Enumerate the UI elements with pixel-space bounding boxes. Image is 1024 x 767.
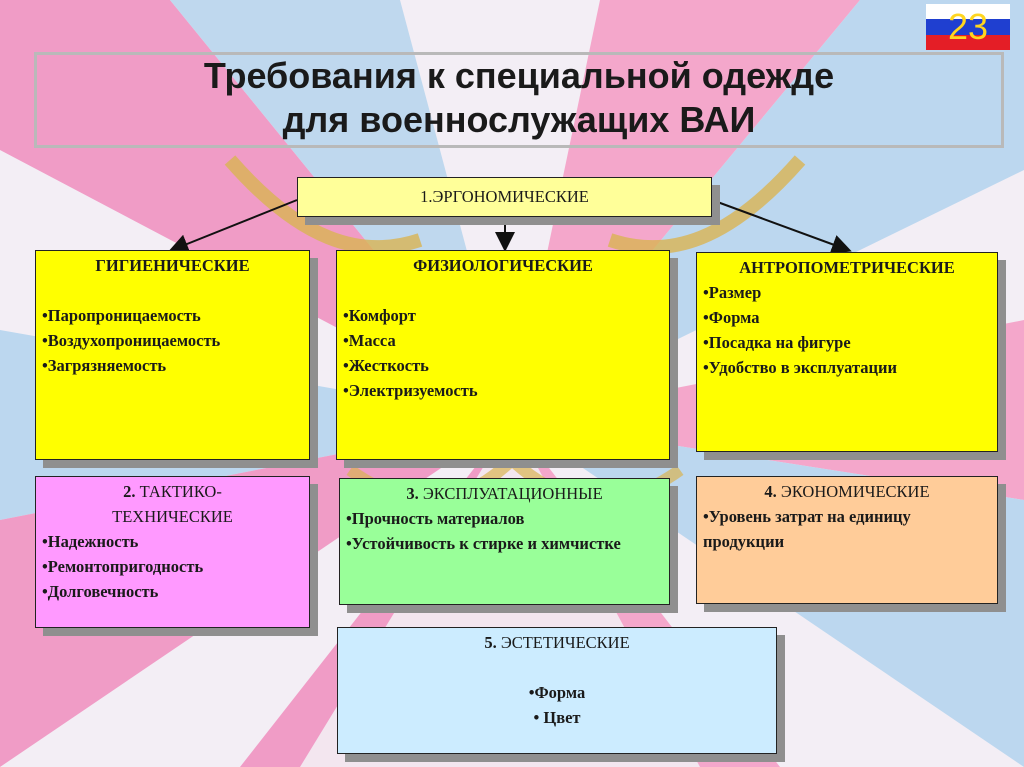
list-item: •Масса (343, 331, 396, 350)
tactical-title-b: ТЕХНИЧЕСКИЕ (112, 507, 233, 526)
list-item: •Удобство в эксплуатации (703, 358, 898, 377)
physiological-box (336, 250, 670, 460)
tactical-list (42, 529, 303, 604)
physiological-title: ФИЗИОЛОГИЧЕСКИЕ (413, 256, 593, 275)
hygienic-list (42, 303, 303, 378)
list-item: •Форма (528, 683, 586, 702)
ergonomic-title: 1.ЭРГОНОМИЧЕСКИЕ (420, 187, 589, 206)
list-item: • Цвет (533, 708, 581, 727)
aesthetic-list (344, 680, 770, 730)
list-item: •Воздухопроницаемость (42, 331, 221, 350)
list-item: •Комфорт (343, 306, 416, 325)
list-item: •Посадка на фигуре (703, 333, 851, 352)
anthropometric-list (703, 280, 991, 380)
economic-title (703, 479, 991, 504)
list-item: •Паропроницаемость (42, 306, 201, 325)
tactical-number: 2. (123, 482, 136, 501)
list-item: •Электризуемость (343, 381, 478, 400)
physiological-list (343, 303, 663, 403)
list-item: •Жесткость (343, 356, 429, 375)
hygienic-box (35, 250, 310, 460)
list-item: •Уровень затрат на единицу продукции (703, 507, 911, 551)
aesthetic-title-text: ЭСТЕТИЧЕСКИЕ (496, 633, 630, 652)
list-item: •Устойчивость к стирке и химчистке (346, 534, 621, 553)
anthropometric-title: АНТРОПОМЕТРИЧЕСКИЕ (739, 258, 955, 277)
title-line-2: для военнослужащих ВАИ (282, 99, 756, 140)
list-item: •Форма (703, 308, 760, 327)
title-line-1: Требования к специальной одежде (203, 55, 835, 96)
list-item: •Долговечность (42, 582, 159, 601)
list-item: •Размер (703, 283, 762, 302)
list-item: •Ремонтопригодность (42, 557, 204, 576)
tactical-technical-box (35, 476, 310, 628)
anthropometric-box (696, 252, 998, 452)
operational-list (346, 506, 663, 556)
list-item: •Надежность (42, 532, 139, 551)
economic-number: 4. (764, 482, 777, 501)
operational-title (346, 481, 663, 506)
economic-box (696, 476, 998, 604)
aesthetic-number: 5. (484, 633, 497, 652)
ergonomic-header-box (297, 177, 712, 217)
tactical-title-a: ТАКТИКО- (135, 482, 222, 501)
list-item: •Прочность материалов (346, 509, 525, 528)
aesthetic-title (344, 630, 770, 655)
arrow-to-hygienic (172, 200, 297, 250)
list-item: •Загрязняемость (42, 356, 167, 375)
operational-box (339, 478, 670, 605)
operational-number: 3. (406, 484, 419, 503)
tactical-title (42, 479, 303, 529)
arrow-to-anthropometric (712, 200, 848, 250)
aesthetic-box (337, 627, 777, 754)
economic-title-text: ЭКОНОМИЧЕСКИЕ (776, 482, 930, 501)
hygienic-title: ГИГИЕНИЧЕСКИЕ (95, 256, 250, 275)
economic-list (703, 504, 991, 554)
operational-title-text: ЭКСПЛУАТАЦИОННЫЕ (418, 484, 603, 503)
slide-number: 23 (947, 6, 989, 47)
